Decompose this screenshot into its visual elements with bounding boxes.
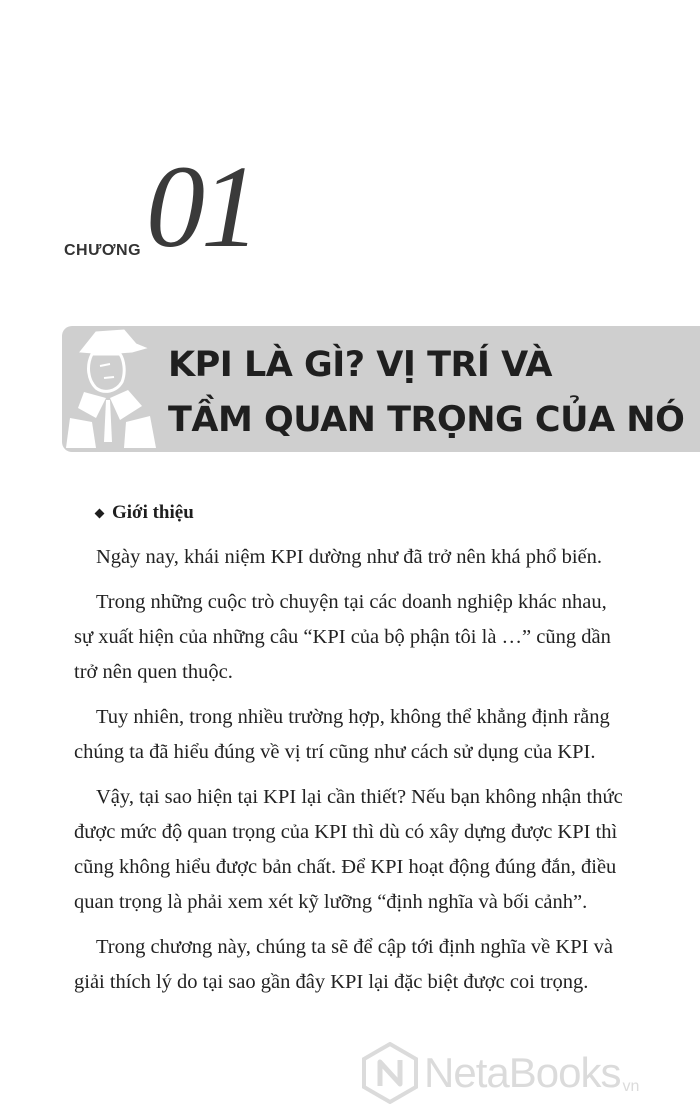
paragraph-line: chúng ta đã hiểu đúng về vị trí cũng như cách sử dụng của KPI.	[74, 741, 596, 763]
chapter-number: 01	[146, 141, 256, 272]
paragraph-line: trở nên quen thuộc.	[74, 661, 233, 683]
section-heading-text: Giới thiệu	[112, 502, 194, 523]
watermark	[362, 1042, 639, 1104]
chapter-label: CHƯƠNG	[64, 242, 142, 259]
neta-logo-icon	[362, 1042, 418, 1104]
paragraph-line: được mức độ quan trọng của KPI thì dù có xây dựng được KPI thì	[74, 821, 618, 843]
paragraph-line: quan trọng là phải xem xét kỹ lưỡng “định nghĩa và bối cảnh”.	[74, 891, 588, 913]
chapter-title	[168, 338, 684, 448]
paragraph-line: sự xuất hiện của những câu “KPI của bộ phận tôi là …” cũng dần	[74, 626, 611, 648]
paragraph-line: cũng không hiểu được bản chất. Để KPI hoạt động đúng đắn, điều	[74, 856, 617, 878]
paragraph	[74, 700, 670, 770]
watermark-suffix: vn	[622, 1078, 640, 1095]
paragraph-line: Trong những cuộc trò chuyện tại các doanh nghiệp khác nhau,	[96, 591, 607, 613]
body-text	[74, 540, 670, 1010]
paragraph-line: Ngày nay, khái niệm KPI dường như đã trở nên khá phổ biến.	[96, 546, 603, 568]
paragraph	[74, 930, 670, 1000]
paragraph-line: Vậy, tại sao hiện tại KPI lại cần thiết? Nếu bạn không nhận thức	[96, 786, 623, 808]
paragraph-line: Trong chương này, chúng ta sẽ để cập tới định nghĩa về KPI và	[96, 936, 613, 958]
detective-silhouette-icon	[66, 322, 156, 448]
paragraph-line: giải thích lý do tại sao gần đây KPI lại đặc biệt được coi trọng.	[74, 971, 589, 993]
chapter-title-line-1: KPI LÀ GÌ? VỊ TRÍ VÀ	[168, 345, 552, 385]
diamond-bullet-icon	[95, 508, 105, 518]
paragraph	[74, 585, 670, 690]
section-heading	[96, 502, 194, 524]
paragraph	[74, 780, 670, 920]
paragraph-line: Tuy nhiên, trong nhiều trường hợp, không thể khẳng định rằng	[96, 706, 610, 728]
paragraph	[74, 540, 670, 575]
chapter-title-line-2: TẦM QUAN TRỌNG CỦA NÓ	[168, 400, 685, 440]
watermark-brand: NetaBooks	[424, 1049, 621, 1096]
